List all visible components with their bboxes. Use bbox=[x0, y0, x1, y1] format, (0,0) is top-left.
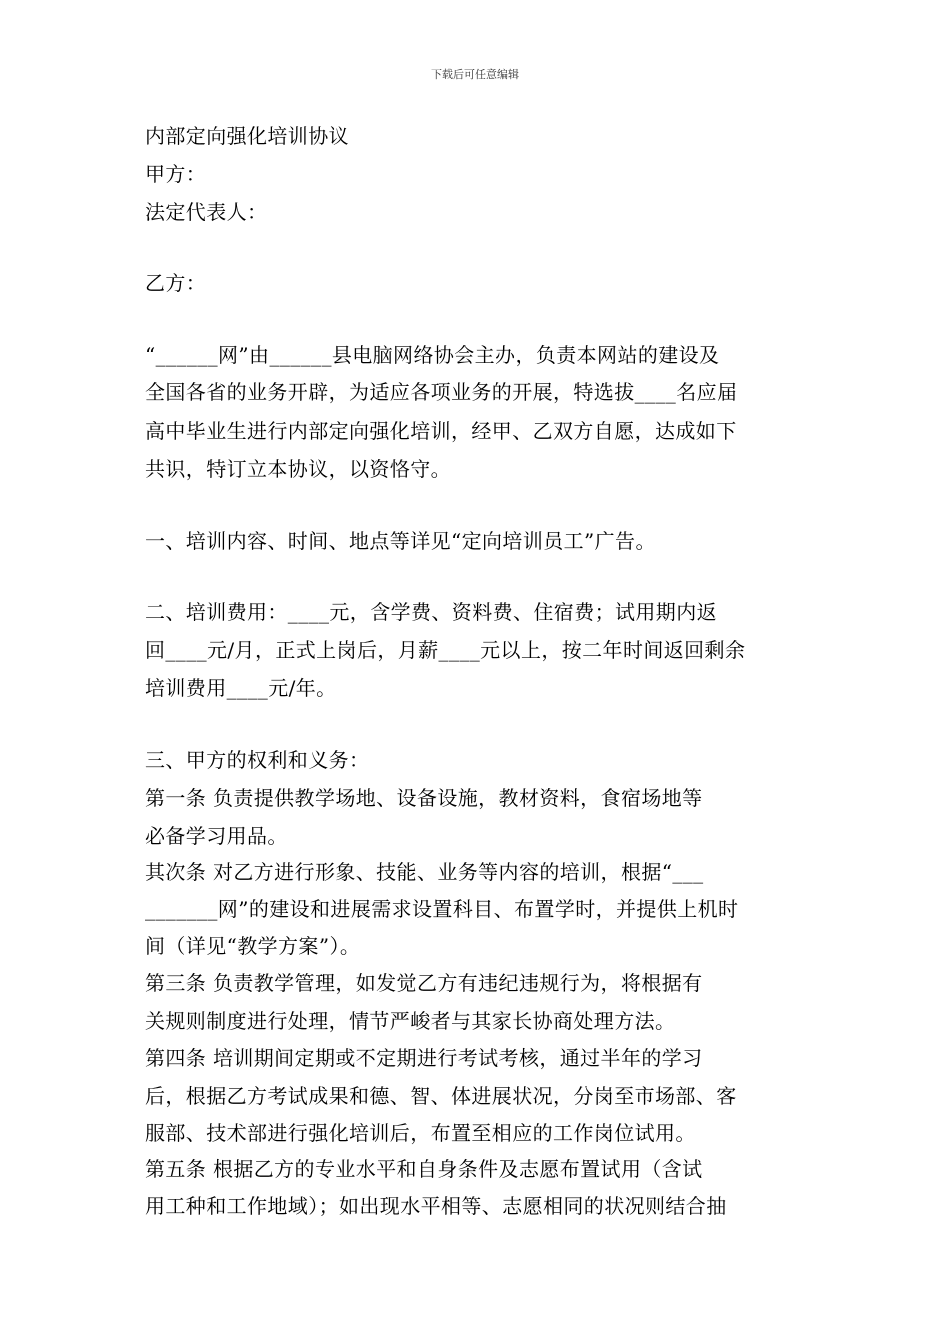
article-two-line: 其次条 对乙方进行形象、技能、业务等内容的培训，根据“___ bbox=[145, 860, 704, 884]
article-one-line: 第一条 负责提供教学场地、设备设施，教材资料，食宿场地等 bbox=[145, 786, 703, 810]
legal-representative-label: 法定代表人： bbox=[145, 200, 268, 224]
article-five-line: 用工种和工作地域）；如出现水平相等、志愿相同的状况则结合抽 bbox=[145, 1194, 727, 1218]
article-two-line: 间（详见“教学方案”）。 bbox=[145, 934, 361, 958]
article-four-line: 第四条 培训期间定期或不定期进行考试考核，通过半年的学习 bbox=[145, 1046, 703, 1070]
article-one-line: 必备学习用品。 bbox=[145, 824, 288, 848]
section-two-line: 培训费用____元/年。 bbox=[145, 676, 337, 700]
article-two-line: _______网”的建设和进展需求设置科目、布置学时，并提供上机时 bbox=[145, 897, 739, 921]
intro-paragraph-line: 全国各省的业务开辟，为适应各项业务的开展，特选拔____名应届 bbox=[145, 380, 738, 404]
article-four-line: 后，根据乙方考试成果和德、智、体进展状况，分岗至市场部、客 bbox=[145, 1084, 737, 1108]
party-b-label: 乙方： bbox=[145, 271, 207, 295]
article-five-line: 第五条 根据乙方的专业水平和自身条件及志愿布置试用（含试 bbox=[145, 1157, 703, 1181]
section-two-line: 二、培训费用：____元，含学费、资料费、住宿费；试用期内返 bbox=[145, 600, 717, 624]
intro-paragraph-line: 高中毕业生进行内部定向强化培训，经甲、乙双方自愿，达成如下 bbox=[145, 419, 737, 443]
document-title: 内部定向强化培训协议 bbox=[145, 124, 349, 148]
section-two-line: 回____元/月，正式上岗后，月薪____元以上，按二年时间返回剩余 bbox=[145, 638, 746, 662]
article-four-line: 服部、技术部进行强化培训后，布置至相应的工作岗位试用。 bbox=[145, 1121, 696, 1145]
article-three-line: 关规则制度进行处理，情节严峻者与其家长协商处理方法。 bbox=[145, 1009, 676, 1033]
article-three-line: 第三条 负责教学管理，如发觉乙方有违纪违规行为，将根据有 bbox=[145, 971, 703, 995]
section-one-line: 一、培训内容、时间、地点等详见“定向培训员工”广告。 bbox=[145, 529, 656, 553]
page-header: 下载后可任意编辑 bbox=[431, 68, 519, 81]
intro-paragraph-line: “______网”由______县电脑网络协会主办，负责本网站的建设及 bbox=[145, 343, 720, 367]
intro-paragraph-line: 共识，特订立本协议，以资恪守。 bbox=[145, 457, 451, 481]
section-three-heading: 三、甲方的权利和义务： bbox=[145, 748, 370, 772]
party-a-label: 甲方： bbox=[145, 162, 207, 186]
